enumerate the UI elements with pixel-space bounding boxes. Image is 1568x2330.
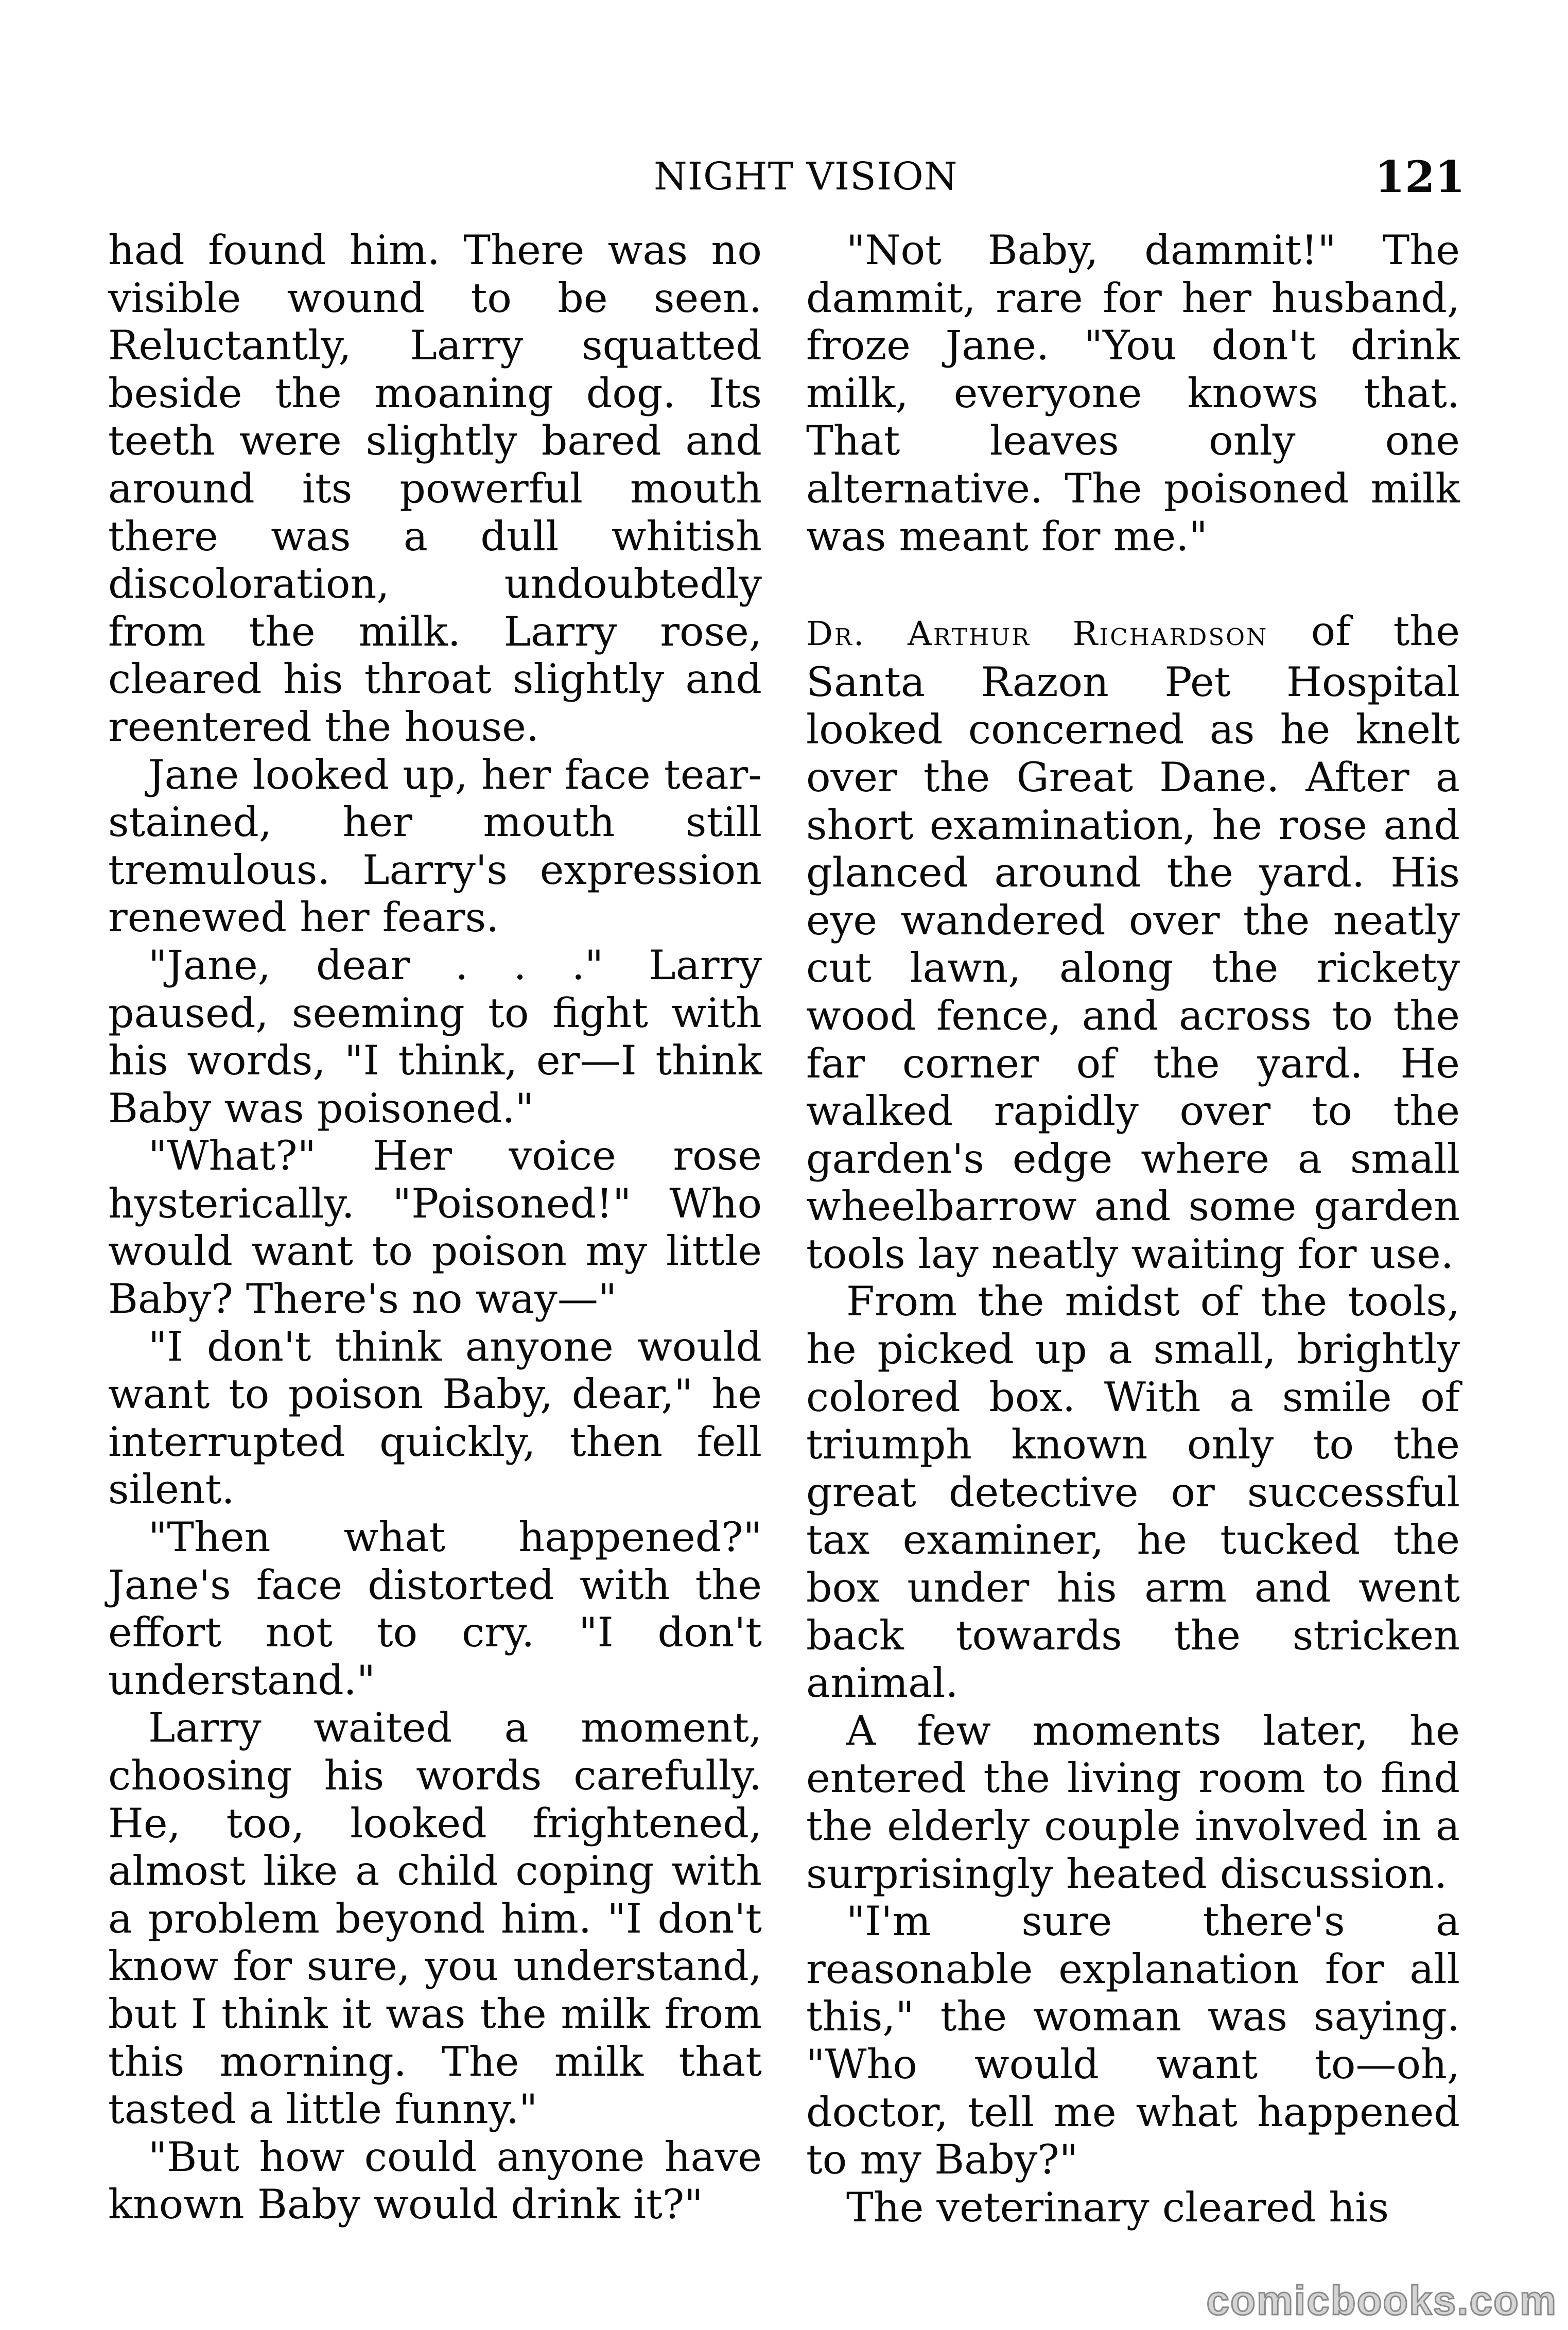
smallcaps-name: Dr. Arthur Richardson [806, 615, 1268, 654]
paragraph: had found him. There was no visible wound to be seen. Reluctantly, Larry squatted beside the moaning dog. Its teeth were slightly bared and around its powerful mouth there was a dull whitish discoloration, undoubtedly from the milk. Larry rose, cleared his throat slightly and reentered the house. [108, 227, 762, 751]
paragraph: Larry waited a moment, choosing his words carefully. He, too, looked frightened, almost like a child coping with a problem beyond him. "I don't know for sure, you understand, but I think it was the milk from this morning. The milk that tasted a little funny." [108, 1704, 762, 2133]
page-header [0, 151, 1568, 211]
paragraph: "But how could anyone have known Baby would drink it?" [108, 2133, 762, 2229]
section-opening-paragraph [806, 607, 1460, 1278]
paragraph: From the midst of the tools, he picked up a small, brightly colored box. With a smile of triumph known only to the great detective or successful tax examiner, he tucked the box under his arm and went back towards the stricken animal. [806, 1278, 1460, 1707]
paragraph: "I don't think anyone would want to poison Baby, dear," he interrupted quickly, then fell silent. [108, 1323, 762, 1514]
left-column [108, 227, 762, 2229]
paragraph: "Then what happened?" Jane's face distorted with the effort not to cry. "I don't understand." [108, 1514, 762, 1704]
paragraph: "Not Baby, dammit!" The dammit, rare for her husband, froze Jane. "You don't drink milk, everyone knows that. That leaves only one alternative. The poisoned milk was meant for me." [806, 227, 1460, 560]
page-number: 121 [1374, 151, 1465, 202]
paragraph: The veterinary cleared his [846, 2183, 1389, 2231]
watermark-text: comicbooks.com [1206, 2277, 1557, 2323]
paragraph-text: of the Santa Razon Pet Hospital looked concerned as he knelt over the Great Dane. After a short examination, he rose and glanced around the yard. His eye wandered over the neatly cut lawn, along the rickety wood fence, and across to the far corner of the yard. He walked rapidly over to the garden's edge where a small wheelbarrow and some garden tools lay neatly waiting for use. [806, 607, 1460, 1278]
paragraph: "What?" Her voice rose hysterically. "Poisoned!" Who would want to poison my little Baby? There's no way—" [108, 1132, 762, 1323]
paragraph: Jane looked up, her face tear-stained, her mouth still tremulous. Larry's expression renewed her fears. [108, 751, 762, 942]
right-column [806, 227, 1460, 2231]
paragraph: "Jane, dear . . ." Larry paused, seeming to fight with his words, "I think, er—I think Baby was poisoned." [108, 941, 762, 1132]
paragraph: A few moments later, he entered the living room to find the elderly couple involved in a surprisingly heated discussion. [806, 1707, 1460, 1898]
running-title: NIGHT VISION [654, 154, 958, 199]
watermark-logo [1148, 2274, 1560, 2326]
paragraph: "I'm sure there's a reasonable explanation for all this," the woman was saying. "Who would want to—oh, doctor, tell me what happened to my Baby?" [806, 1898, 1460, 2184]
